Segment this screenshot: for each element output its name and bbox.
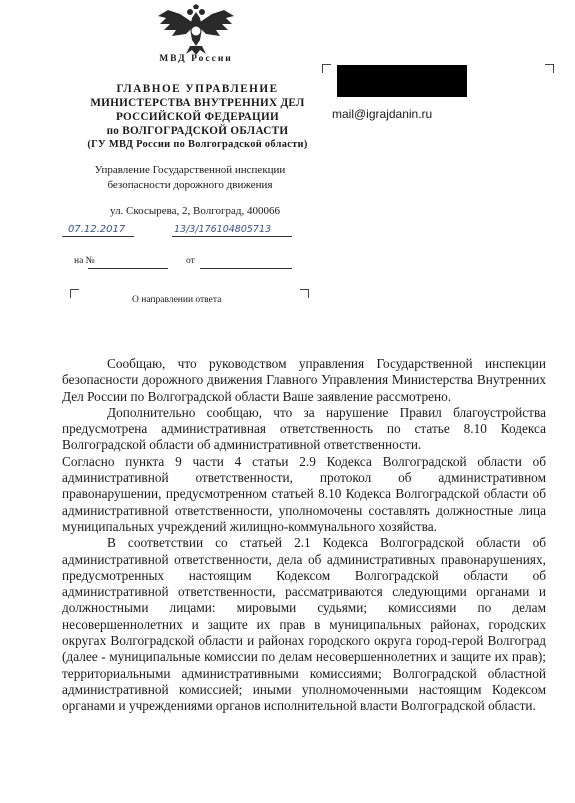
dept-line: Управление Государственной инспекции: [94, 164, 286, 176]
recipient-email: mail@igrajdanin.ru: [332, 107, 433, 121]
dept-line: безопасности дорожного движения: [107, 179, 273, 191]
corner-bracket: [322, 64, 331, 73]
paragraph: Сообщаю, что руководством управления Государственной инспекции безопасности дорожного движения Главного Управления Министерства Внутренних Дел России по Волгоградской области Ваше заявление рассмотрено.: [62, 356, 546, 404]
corner-bracket: [70, 289, 79, 298]
number-underline: [172, 236, 292, 237]
paragraph: Согласно пункта 9 части 4 статьи 2.9 Кодекса Волгоградской области об административной ответственности, протокол об административном правонарушении, предусмотренном статьей 8.10 Кодекса Волгоградской области об административной ответственности, уполномочены составлять должностные лица муниципальных учреждений жилищно-коммунального хозяйства.: [62, 453, 546, 534]
subject-line: О направлении ответа: [132, 295, 222, 305]
org-line: МИНИСТЕРСТВА ВНУТРЕННИХ ДЕЛ: [90, 97, 305, 109]
date-underline: [62, 236, 134, 237]
org-line: РОССИЙСКОЙ ФЕДЕРАЦИИ: [115, 111, 280, 123]
ref-number-label: на №: [74, 256, 95, 266]
letter-body: [62, 356, 546, 715]
corner-bracket: [300, 289, 309, 298]
agency-name: МВД России: [159, 54, 233, 64]
org-line: по ВОЛГОГРАДСКОЙ ОБЛАСТИ: [106, 125, 289, 137]
org-line: (ГУ МВД России по Волгоградской области): [87, 139, 308, 150]
eagle-emblem-icon: [152, 4, 240, 56]
corner-bracket: [545, 64, 554, 73]
redaction-box: [337, 65, 467, 97]
handwritten-date: 07.12.2017: [68, 224, 126, 235]
paragraph: В соответствии со статьей 2.1 Кодекса Волгоградской области об административной ответственности, дела об административных правонарушениях, предусмотренных настоящим Кодексом Волгоградской области об административной ответственности, рассматриваются следующими органами и должностными лицами: мировыми судьями; комиссиями по делам несовершеннолетних и защите их прав в муниципальных районах, городских округах Волгоградской области и районах городского округа город-герой Волгоград (далее - муниципальные комиссии по делам несовершеннолетних и защите их прав); территориальными административными комиссиями; Волгоградской областной административной комиссией; иными уполномоченными настоящим Кодексом органами и учреждениями органов исполнительной власти Волгоградской области.: [62, 535, 546, 714]
ref-date-label: от: [186, 256, 195, 266]
org-line: ГЛАВНОЕ УПРАВЛЕНИЕ: [116, 83, 279, 95]
address: ул. Скосырева, 2, Волгоград, 400066: [110, 205, 280, 217]
paragraph: Дополнительно сообщаю, что за нарушение Правил благоустройства предусмотрена административная ответственность по статье 8.10 Кодекса Волгоградской области об административной ответственности.: [62, 404, 546, 453]
organization-name: [60, 82, 335, 152]
ref-date-underline: [200, 268, 292, 269]
ref-number-underline: [88, 268, 168, 269]
handwritten-number: 13/3/176104805713: [174, 224, 272, 235]
department-name: [60, 163, 320, 193]
